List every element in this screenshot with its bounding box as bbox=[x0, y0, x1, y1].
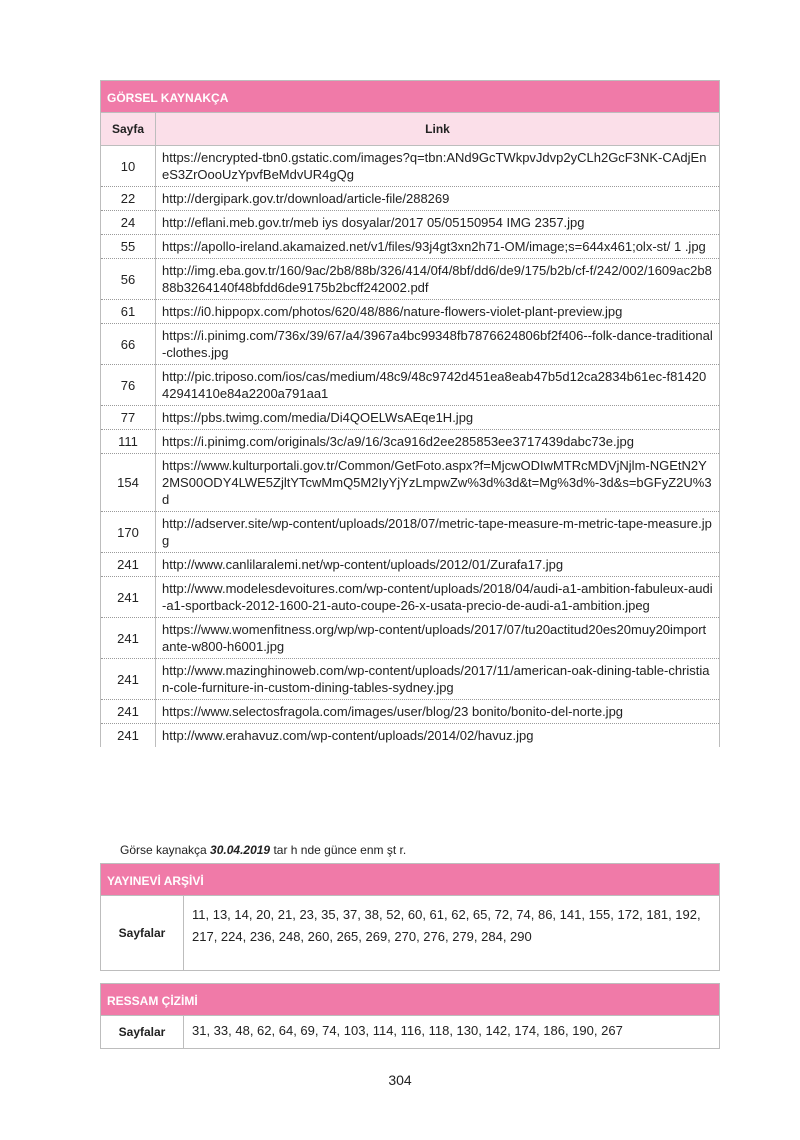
table-row bbox=[101, 146, 720, 187]
col-header-page: Sayfa bbox=[101, 113, 156, 146]
table-row bbox=[101, 211, 720, 235]
page-number: 304 bbox=[388, 1072, 412, 1088]
row-page-number: 154 bbox=[101, 454, 156, 512]
row-page-number: 241 bbox=[101, 577, 156, 618]
row-link: https://i.pinimg.com/originals/3c/a9/16/3ca916d2ee285853ee3717439dabc73e.jpg bbox=[156, 430, 720, 454]
ressam-pages-box bbox=[100, 1015, 720, 1049]
table-row bbox=[101, 577, 720, 618]
table-row bbox=[101, 454, 720, 512]
note-prefix: Görse kaynakça bbox=[120, 843, 211, 857]
row-page-number: 56 bbox=[101, 259, 156, 300]
table-row bbox=[101, 259, 720, 300]
table-row bbox=[101, 724, 720, 748]
yayinevi-pages-label: Sayfalar bbox=[101, 896, 184, 970]
row-page-number: 241 bbox=[101, 659, 156, 700]
row-link: http://adserver.site/wp-content/uploads/2018/07/metric-tape-measure-m-metric-tape-measure.jpg bbox=[156, 512, 720, 553]
row-link: http://dergipark.gov.tr/download/article-file/288269 bbox=[156, 187, 720, 211]
table-row bbox=[101, 618, 720, 659]
row-page-number: 55 bbox=[101, 235, 156, 259]
row-page-number: 111 bbox=[101, 430, 156, 454]
row-page-number: 241 bbox=[101, 618, 156, 659]
row-link: https://pbs.twimg.com/media/Di4QOELWsAEqe1H.jpg bbox=[156, 406, 720, 430]
yayinevi-pages-list: 11, 13, 14, 20, 21, 23, 35, 37, 38, 52, 60, 61, 62, 65, 72, 74, 86, 141, 155, 172, 181, 192, 217, 224, 236, 248, 260, 265, 269, 270, 276, 279, 284, 290 bbox=[192, 907, 701, 944]
row-link: http://www.mazinghinoweb.com/wp-content/uploads/2017/11/american-oak-dining-table-christian-cole-furniture-in-custom-dining-tables-sydney.jpg bbox=[156, 659, 720, 700]
row-link: http://pic.triposo.com/ios/cas/medium/48c9/48c9742d451ea8eab47b5d12ca2834b61ec-f8142042941410e84a2200a791aa1 bbox=[156, 365, 720, 406]
row-link: https://i0.hippopx.com/photos/620/48/886/nature-flowers-violet-plant-preview.jpg bbox=[156, 300, 720, 324]
table-row bbox=[101, 553, 720, 577]
gorsel-kaynakca-section bbox=[100, 80, 720, 747]
row-page-number: 170 bbox=[101, 512, 156, 553]
note-suffix: tar h nde günce enm şt r. bbox=[270, 843, 407, 857]
sources-header-row bbox=[101, 113, 720, 146]
row-page-number: 61 bbox=[101, 300, 156, 324]
table-row bbox=[101, 187, 720, 211]
row-page-number: 77 bbox=[101, 406, 156, 430]
row-link: https://encrypted-tbn0.gstatic.com/images?q=tbn:ANd9GcTWkpvJdvp2yCLh2GcF3NK-CAdjEneS3ZrOooUzYpvfBeMdvUR4gQg bbox=[156, 146, 720, 187]
row-link: https://www.kulturportali.gov.tr/Common/GetFoto.aspx?f=MjcwODIwMTRcMDVjNjlm-NGEtN2Y2MS00ODY4LWE5ZjltYTcwMmQ5M2IyYjYzLmpwZw%3d%3d&t=Mg%3d%-3d&s=bGFyZ2U%3d bbox=[156, 454, 720, 512]
row-link: http://www.canlilaralemi.net/wp-content/uploads/2012/01/Zurafa17.jpg bbox=[156, 553, 720, 577]
yayinevi-arsivi-title: YAYINEVİ ARŞİVİ bbox=[100, 863, 720, 895]
col-header-link: Link bbox=[156, 113, 720, 146]
ressam-cizimi-section bbox=[100, 983, 720, 1049]
gorsel-kaynakca-title: GÖRSEL KAYNAKÇA bbox=[100, 80, 720, 112]
update-note bbox=[120, 843, 406, 857]
row-link: http://eflani.meb.gov.tr/meb iys dosyalar/2017 05/05150954 IMG 2357.jpg bbox=[156, 211, 720, 235]
table-row bbox=[101, 659, 720, 700]
row-link: https://www.womenfitness.org/wp/wp-content/uploads/2017/07/tu20actitud20es20muy20importante-w800-h6001.jpg bbox=[156, 618, 720, 659]
row-page-number: 241 bbox=[101, 700, 156, 724]
table-row bbox=[101, 365, 720, 406]
table-row bbox=[101, 300, 720, 324]
row-page-number: 24 bbox=[101, 211, 156, 235]
ressam-pages-label: Sayfalar bbox=[101, 1016, 184, 1048]
table-row bbox=[101, 324, 720, 365]
row-page-number: 22 bbox=[101, 187, 156, 211]
yayinevi-arsivi-section bbox=[100, 863, 720, 971]
sources-table bbox=[100, 112, 720, 747]
row-link: https://i.pinimg.com/736x/39/67/a4/3967a4bc99348fb7876624806bf2f406--folk-dance-traditional-clothes.jpg bbox=[156, 324, 720, 365]
row-page-number: 66 bbox=[101, 324, 156, 365]
ressam-cizimi-title: RESSAM ÇİZİMİ bbox=[100, 983, 720, 1015]
row-link: http://img.eba.gov.tr/160/9ac/2b8/88b/326/414/0f4/8bf/dd6/de9/175/b2b/cf-f/242/002/1609ac2b888b3264140f48bfdd6de9175b2bcff242002.pdf bbox=[156, 259, 720, 300]
yayinevi-pages-box bbox=[100, 895, 720, 971]
table-row bbox=[101, 406, 720, 430]
table-row bbox=[101, 235, 720, 259]
row-page-number: 241 bbox=[101, 724, 156, 748]
row-link: https://www.selectosfragola.com/images/user/blog/23 bonito/bonito-del-norte.jpg bbox=[156, 700, 720, 724]
row-link: http://www.erahavuz.com/wp-content/uploads/2014/02/havuz.jpg bbox=[156, 724, 720, 748]
row-link: http://www.modelesdevoitures.com/wp-content/uploads/2018/04/audi-a1-ambition-fabuleux-audi-a1-sportback-2012-1600-21-auto-coupe-26-x-usata-precio-de-audi-a1-ambition.jpeg bbox=[156, 577, 720, 618]
row-link: https://apollo-ireland.akamaized.net/v1/files/93j4gt3xn2h71-OM/image;s=644x461;olx-st/ 1 .jpg bbox=[156, 235, 720, 259]
row-page-number: 241 bbox=[101, 553, 156, 577]
row-page-number: 10 bbox=[101, 146, 156, 187]
table-row bbox=[101, 700, 720, 724]
sources-table-body bbox=[101, 146, 720, 748]
note-date: 30.04.2019 bbox=[210, 843, 271, 857]
row-page-number: 76 bbox=[101, 365, 156, 406]
ressam-pages-list: 31, 33, 48, 62, 64, 69, 74, 103, 114, 116, 118, 130, 142, 174, 186, 190, 267 bbox=[192, 1023, 623, 1038]
table-row bbox=[101, 430, 720, 454]
table-row bbox=[101, 512, 720, 553]
